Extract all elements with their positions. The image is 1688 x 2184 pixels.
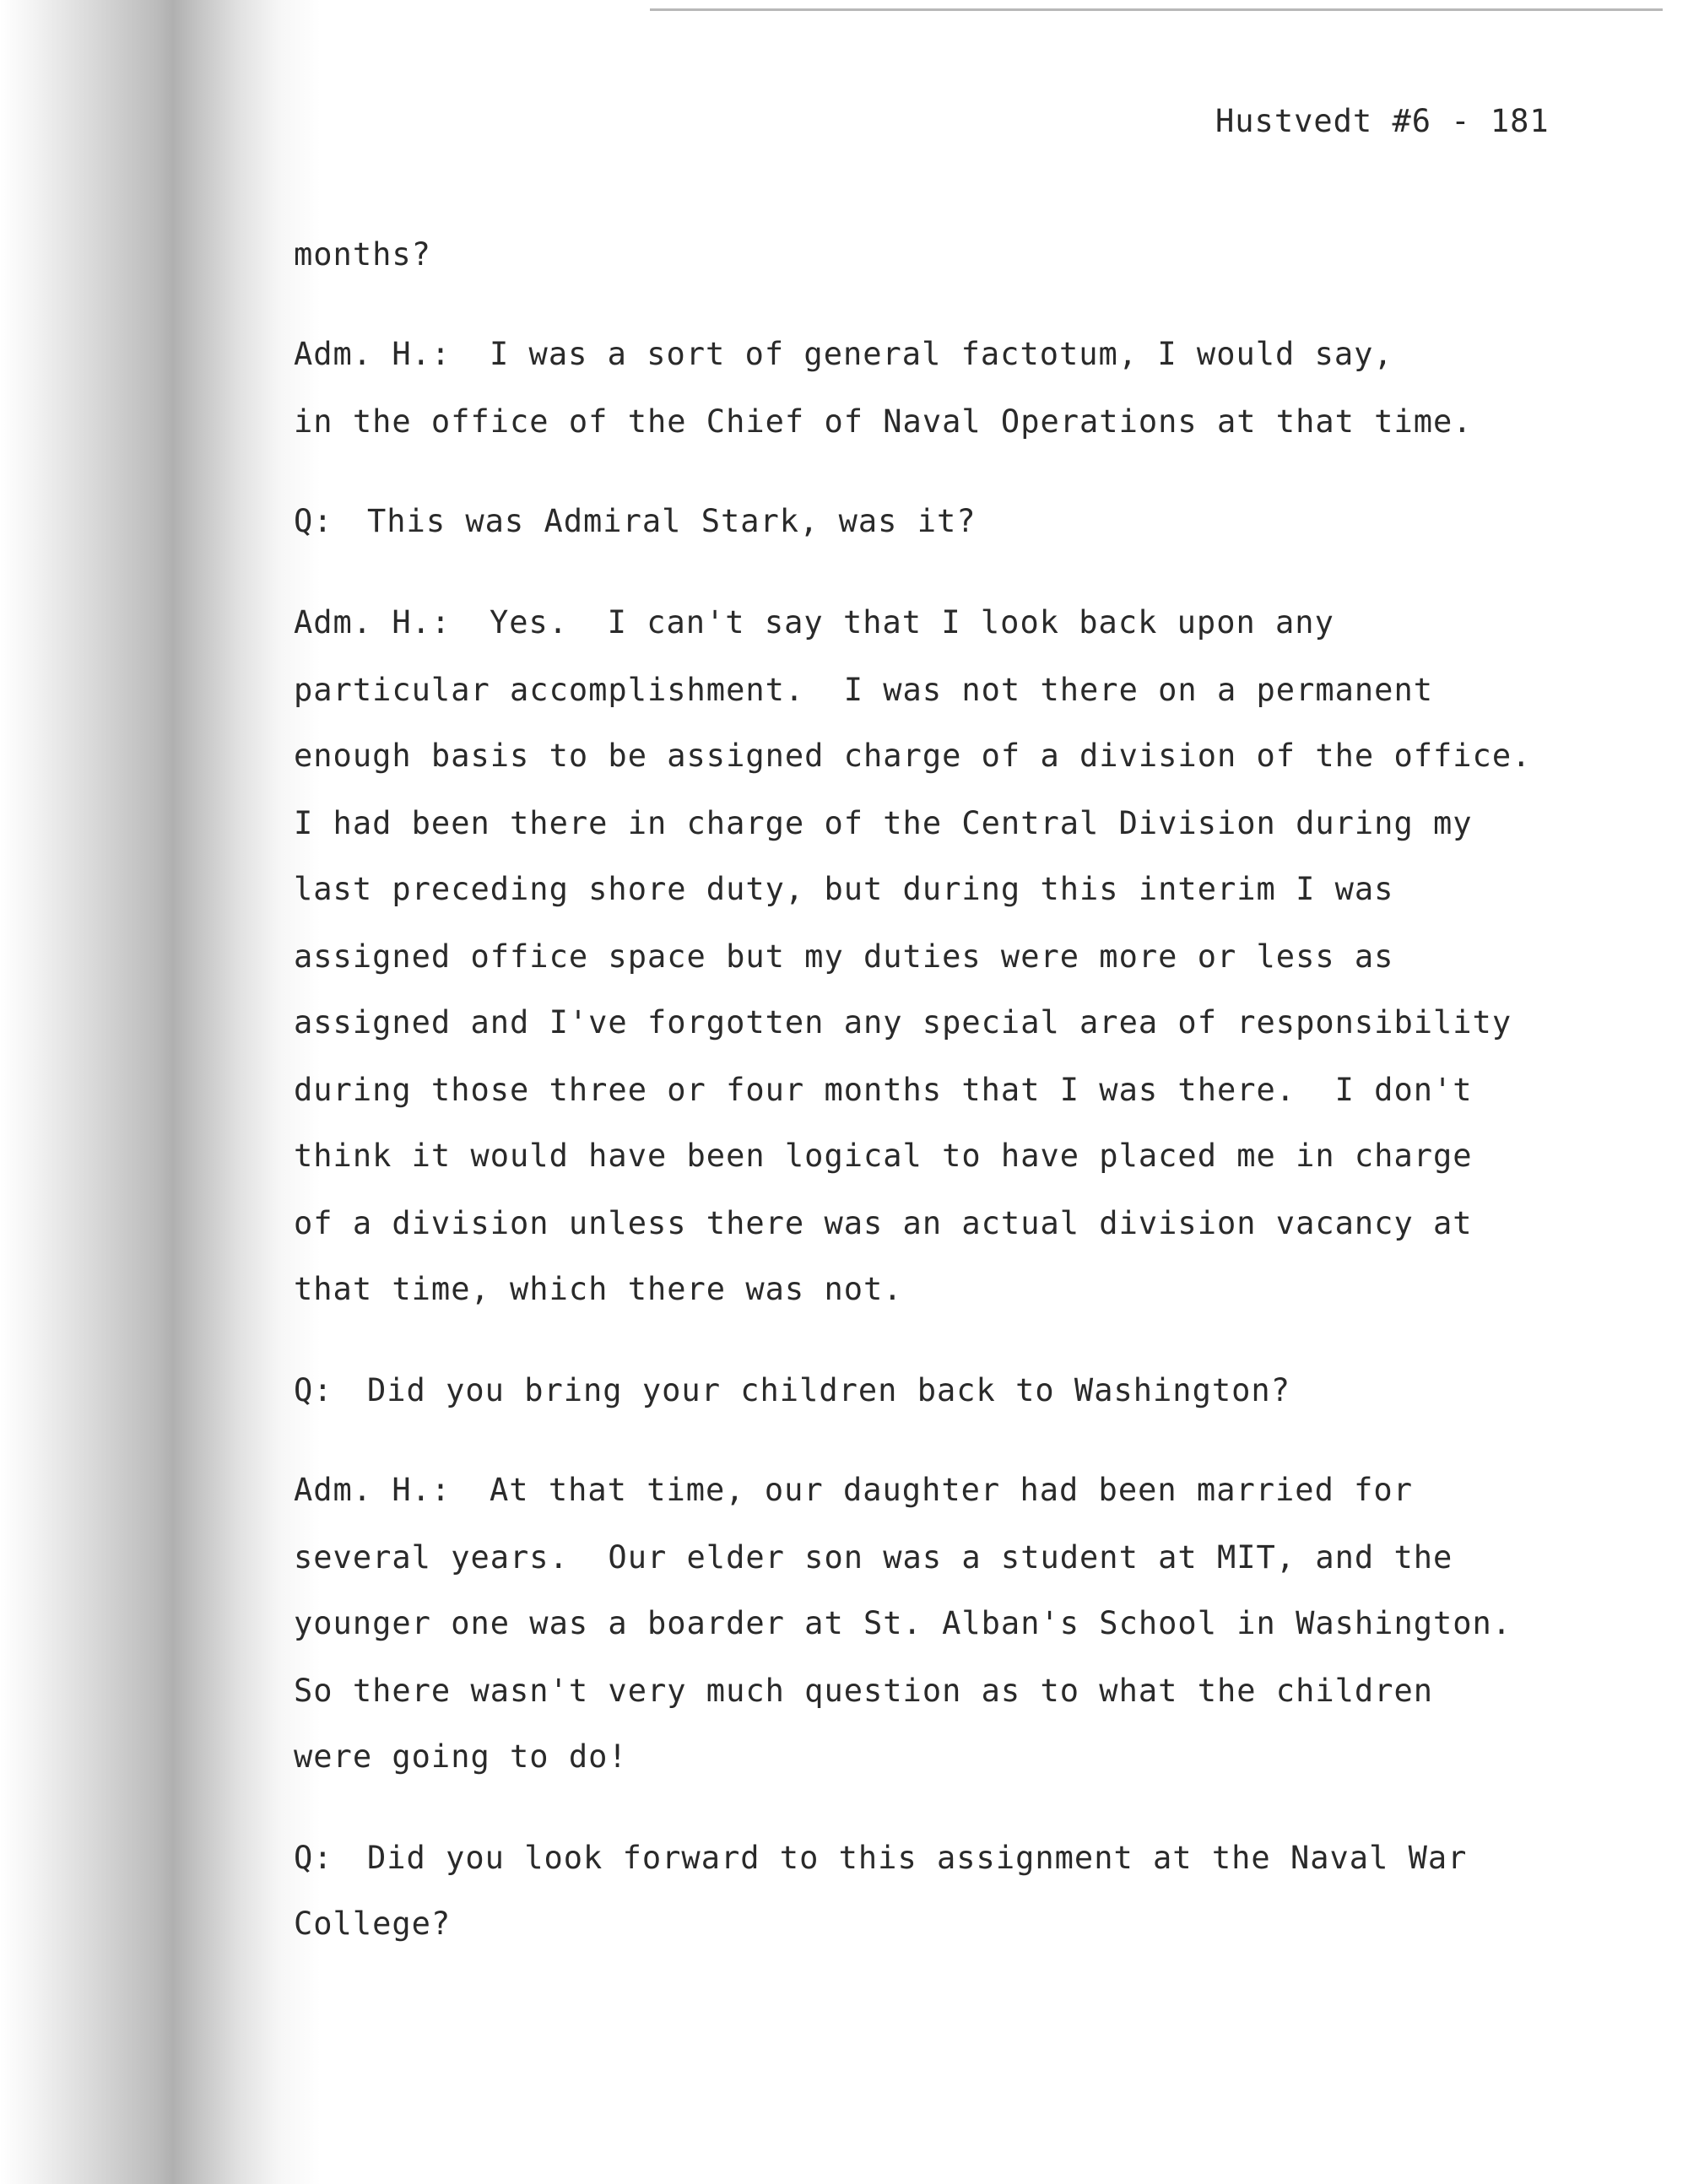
transcript-line: I had been there in charge of the Central Division during my xyxy=(294,805,1473,841)
transcript-line: last preceding shore duty, but during this interim I was xyxy=(294,871,1394,907)
speaker-label: Adm. H.: xyxy=(294,604,452,641)
transcript-line: College? xyxy=(294,1906,452,1942)
page-header: Hustvedt #6 - 181 xyxy=(1215,103,1550,139)
transcript-line: assigned and I've forgotten any special area of responsibility xyxy=(294,1004,1512,1041)
speaker-label: Q: xyxy=(294,1840,333,1876)
transcript-line: of a division unless there was an actual division vacancy at xyxy=(294,1205,1473,1241)
binding-shadow xyxy=(0,0,321,2184)
speaker-label: Adm. H.: xyxy=(294,1472,452,1508)
speaker-label: Q: xyxy=(294,503,333,539)
transcript-line: Q: Did you look forward to this assignment at the Naval War xyxy=(294,1840,1468,1876)
transcript-line: in the office of the Chief of Naval Operations at that time. xyxy=(294,403,1473,440)
transcript-line: Q: This was Admiral Stark, was it? xyxy=(294,503,977,539)
transcript-line: Adm. H.: I was a sort of general factotum, I would say, xyxy=(294,336,1393,372)
transcript-line: younger one was a boarder at St. Alban's School in Washington. xyxy=(294,1605,1512,1641)
top-rule xyxy=(650,8,1663,11)
speaker-label: Q: xyxy=(294,1372,333,1408)
transcript-line: enough basis to be assigned charge of a division of the office. xyxy=(294,738,1532,774)
transcript-line: particular accomplishment. I was not there on a permanent xyxy=(294,672,1434,708)
transcript-line: were going to do! xyxy=(294,1738,628,1775)
speaker-label: Adm. H.: xyxy=(294,336,452,372)
transcript-line: Adm. H.: Yes. I can't say that I look back upon any xyxy=(294,604,1334,641)
transcript-line: assigned office space but my duties were more or less as xyxy=(294,938,1394,975)
transcript-line: during those three or four months that I was there. I don't xyxy=(294,1072,1473,1108)
transcript-line: months? xyxy=(294,236,431,273)
transcript-line: that time, which there was not. xyxy=(294,1271,903,1307)
transcript-line: So there wasn't very much question as to what the children xyxy=(294,1673,1434,1709)
transcript-line: Adm. H.: At that time, our daughter had been married for xyxy=(294,1472,1413,1508)
transcript-line: Q: Did you bring your children back to Washington? xyxy=(294,1372,1290,1408)
transcript-line: several years. Our elder son was a student at MIT, and the xyxy=(294,1539,1453,1576)
transcript-line: think it would have been logical to have placed me in charge xyxy=(294,1138,1473,1174)
